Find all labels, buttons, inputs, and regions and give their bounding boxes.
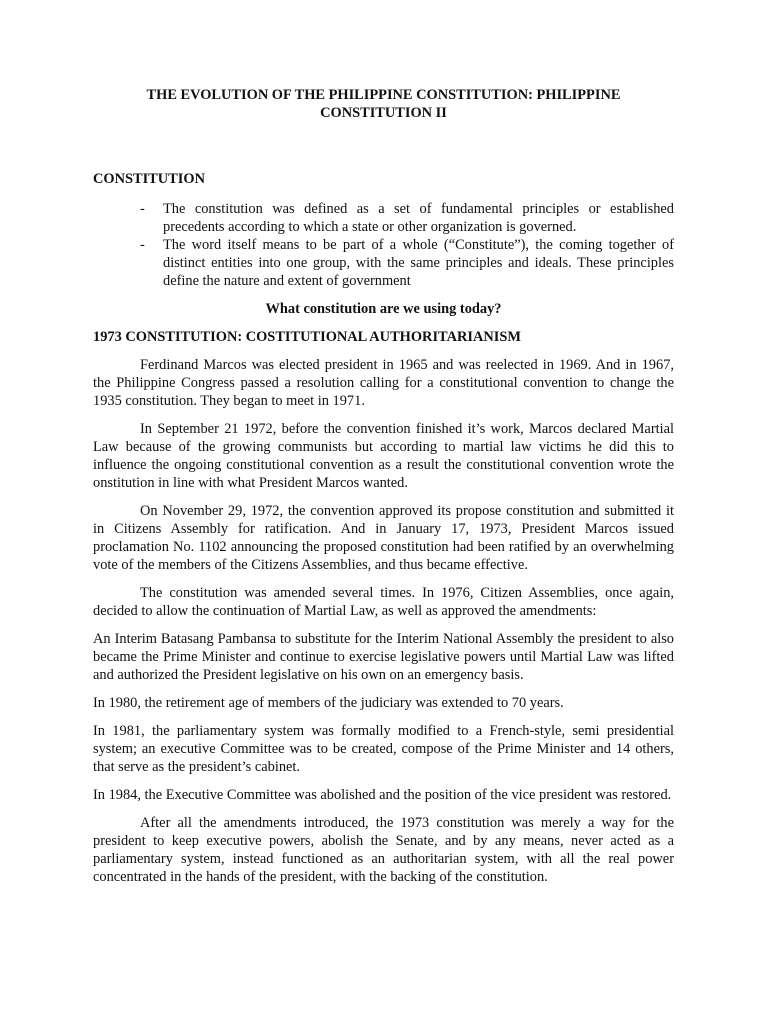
paragraph: After all the amendments introduced, the 1973 constitution was merely a way for the president to keep executive powers, abolish the Senate, and by any means, never acted as a parliamentary system, instead functioned as an authoritarian system, with all the real power concentrated in the hands of the president, with the backing of the constitution. (93, 815, 674, 885)
document-page (93, 86, 674, 886)
subsection-heading: 1973 CONSTITUTION: COSTITUTIONAL AUTHORITARIANISM (93, 329, 521, 345)
list-item (93, 200, 674, 236)
paragraph: In 1981, the parliamentary system was formally modified to a French-style, semi presidential system; an executive Committee was to be created, compose of the Prime Minister and 14 others, that serve as the president’s cabinet. (93, 723, 674, 775)
paragraph: In 1984, the Executive Committee was abolished and the position of the vice president was restored. (93, 787, 672, 803)
paragraph: In 1980, the retirement age of members of the judiciary was extended to 70 years. (93, 695, 564, 711)
question-heading: What constitution are we using today? (265, 301, 502, 317)
list-item (93, 236, 674, 290)
definition-list (93, 200, 674, 290)
paragraph: In September 21 1972, before the convention finished it’s work, Marcos declared Martial Law because of the growing communists but according to martial law victims he did this to influence the ongoing constitutional convention as a result the constitutional convention wrote the onstitution in line with what President Marcos wanted. (93, 421, 674, 491)
section-heading: CONSTITUTION (93, 171, 205, 187)
paragraph: On November 29, 1972, the convention approved its propose constitution and submitted it in Citizens Assembly for ratification. And in January 17, 1973, President Marcos issued proclamation No. 1102 announcing the proposed constitution had been ratified by an overwhelming vote of the members of the Citizens Assemblies, and thus became effective. (93, 503, 674, 573)
paragraph: Ferdinand Marcos was elected president in 1965 and was reelected in 1969. And in 1967, the Philippine Congress passed a resolution calling for a constitutional convention to change the 1935 constitution. They began to meet in 1971. (93, 357, 674, 409)
paragraph: The constitution was amended several times. In 1976, Citizen Assemblies, once again, decided to allow the continuation of Martial Law, as well as approved the amendments: (93, 585, 674, 619)
document-title: THE EVOLUTION OF THE PHILIPPINE CONSTITUTION: PHILIPPINE CONSTITUTION II (146, 87, 621, 121)
list-item-text: The constitution was defined as a set of fundamental principles or established precedents according to which a state or other organization is governed. (163, 201, 674, 235)
list-item-text: The word itself means to be part of a whole (“Constitute”), the coming together of distinct entities into one group, with the same principles and ideals. These principles define the nature and extent of government (163, 237, 674, 289)
bullet-dash: - (140, 201, 145, 217)
bullet-dash: - (140, 237, 145, 253)
paragraph: An Interim Batasang Pambansa to substitute for the Interim National Assembly the president to also became the Prime Minister and continue to exercise legislative powers until Martial Law was lifted and authorized the President legislative on his own on an emergency basis. (93, 631, 674, 683)
